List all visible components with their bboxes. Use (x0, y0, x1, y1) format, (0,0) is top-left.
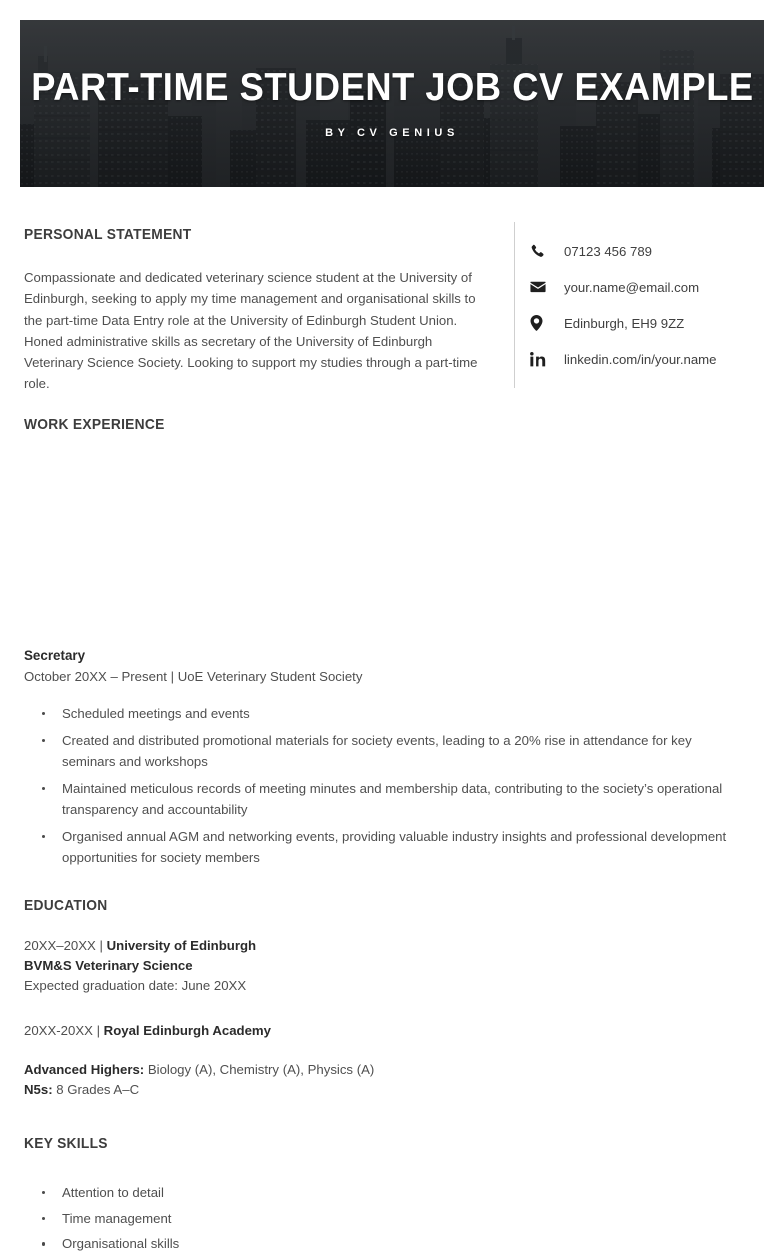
list-item: Attention to detail (24, 1180, 179, 1206)
education-institution: Royal Edinburgh Academy (103, 1023, 271, 1038)
page-subtitle: BY CV GENIUS (325, 127, 459, 139)
grades-value: 8 Grades A–C (52, 1081, 140, 1097)
list-item: Scheduled meetings and events (24, 703, 740, 725)
education-entry-line-dates-institution (24, 1021, 271, 1041)
education-qualification: BVM&S Veterinary Science (24, 957, 193, 973)
page-title: PART-TIME STUDENT JOB CV EXAMPLE (30, 66, 754, 109)
email-icon (530, 279, 552, 295)
section-heading-key-skills: KEY SKILLS (24, 1135, 108, 1152)
contact-value-location: Edinburgh, EH9 9ZZ (564, 315, 685, 331)
grades-advanced-highers (24, 1060, 374, 1080)
personal-statement-text: Compassionate and dedicated veterinary science student at the University of Edinburgh, seeking to apply my time management and organisational skills to the part-time Data Entry role at the University of Edinburgh Student Union. Honed administrative skills as secretary of the University of Edinburgh Veterinary Science Society. Looking to support my studies through a part-time role. (24, 270, 478, 392)
column-divider (514, 222, 515, 388)
job-title: Secretary (24, 648, 86, 663)
job-responsibility-list (24, 703, 740, 874)
section-heading-personal-statement: PERSONAL STATEMENT (24, 226, 192, 243)
grades-n5s (24, 1080, 374, 1100)
contact-details-list (530, 233, 716, 377)
list-item: Time management (24, 1206, 179, 1232)
key-skills-list (24, 1180, 179, 1257)
job-meta: October 20XX – Present | UoE Veterinary Student Society (24, 669, 363, 684)
grades-label: Advanced Highers: (24, 1062, 145, 1077)
list-item: Organised annual AGM and networking events, providing valuable industry insights and professional development opportunities for society members (24, 826, 740, 869)
phone-icon (530, 244, 552, 259)
section-heading-education: EDUCATION (24, 897, 108, 914)
contact-item-linkedin[interactable] (530, 341, 716, 377)
education-entry-school (24, 1021, 271, 1041)
education-qualification-line (24, 956, 256, 976)
contact-item-email[interactable] (530, 269, 716, 305)
education-institution: University of Edinburgh (106, 938, 257, 953)
education-dates: 20XX-20XX | (24, 1023, 104, 1038)
list-item: Organisational skills (24, 1231, 179, 1257)
grades-value: Biology (A), Chemistry (A), Physics (A) (144, 1062, 375, 1077)
list-item: Maintained meticulous records of meeting minutes and membership data, contributing to the society’s operational transparency and accountability (24, 778, 740, 821)
contact-item-phone[interactable] (530, 233, 716, 269)
education-entry-university (24, 936, 256, 995)
location-pin-icon (530, 315, 552, 331)
contact-value-phone: 07123 456 789 (564, 243, 653, 259)
cv-header-banner (20, 20, 764, 187)
contact-value-linkedin: linkedin.com/in/your.name (564, 351, 717, 367)
education-graduation-note: Expected graduation date: June 20XX (24, 977, 247, 993)
list-item: Created and distributed promotional materials for society events, leading to a 20% rise in attendance for key seminars and workshops (24, 730, 740, 773)
grades-label: N5s: (24, 1081, 53, 1097)
education-grades (24, 1060, 374, 1100)
section-heading-work-experience: WORK EXPERIENCE (24, 416, 165, 433)
contact-value-email: your.name@email.com (564, 279, 700, 295)
contact-item-location[interactable] (530, 305, 716, 341)
education-dates: 20XX–20XX | (24, 938, 107, 953)
education-entry-line-dates-institution (24, 936, 256, 956)
linkedin-icon (530, 352, 552, 367)
